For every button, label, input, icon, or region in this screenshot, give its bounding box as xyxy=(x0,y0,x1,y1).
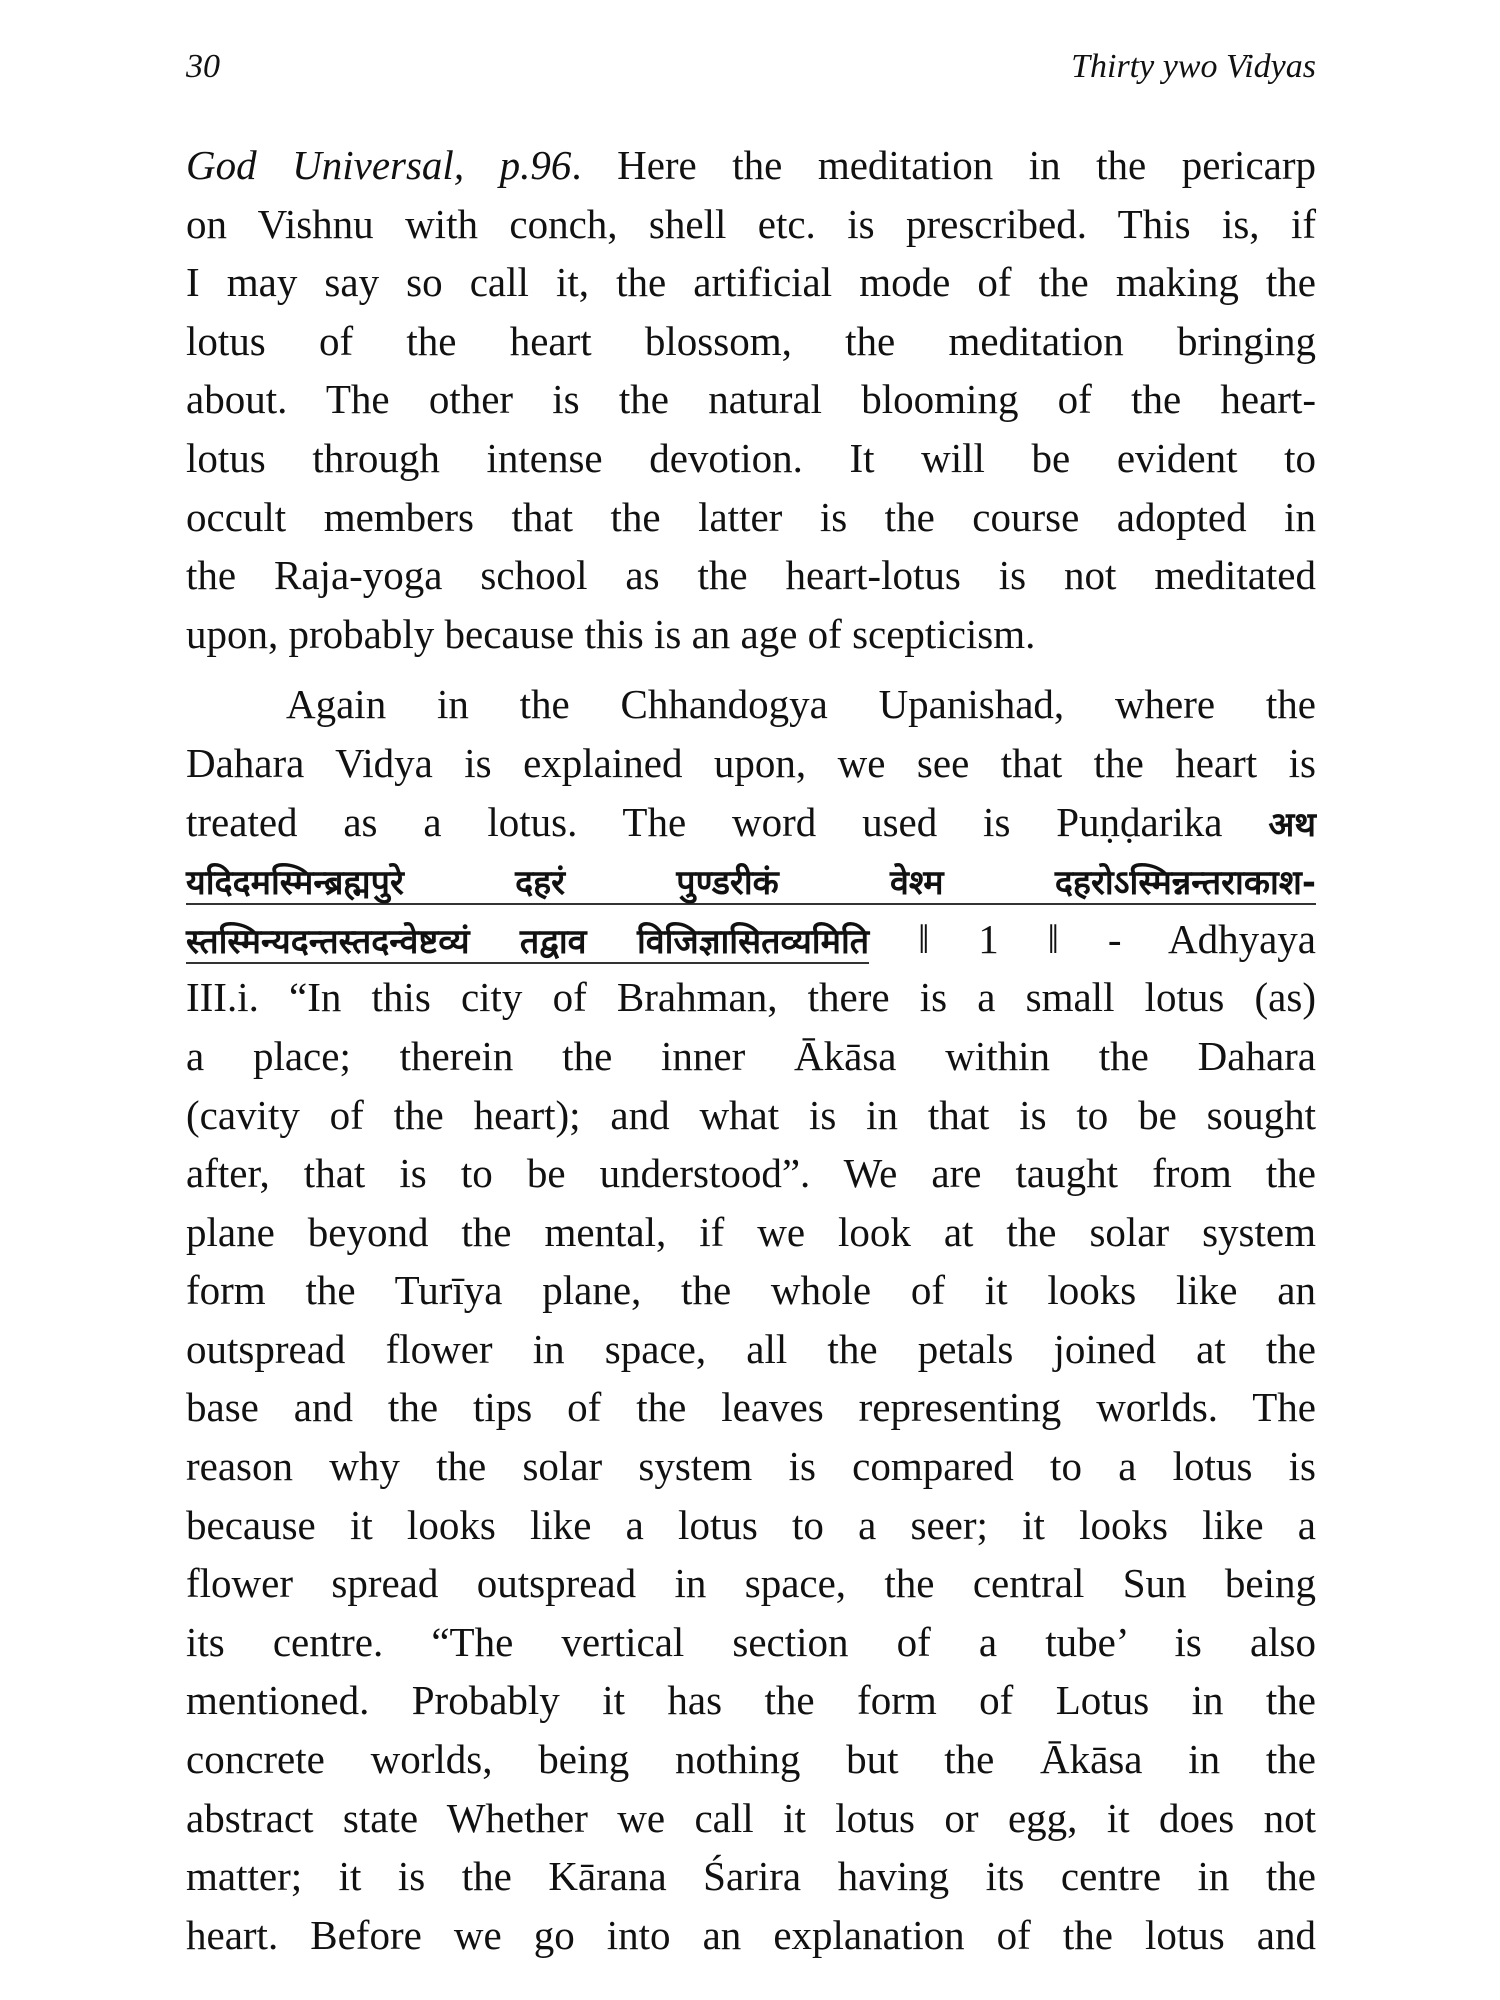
text-run: ǁ 1 ǁ - Adhyaya xyxy=(917,915,1317,962)
text-line: (cavity of the heart); and what is in that is to be sought xyxy=(186,1091,1316,1138)
text-line: outspread flower in space, all the petals joined at the xyxy=(186,1325,1316,1372)
text-line: after, that is to be understood”. We are taught from the xyxy=(186,1150,1316,1197)
text-line: mentioned. Probably it has the form of Lotus in the xyxy=(186,1677,1316,1724)
text-line: reason why the solar system is compared to a lotus is xyxy=(186,1443,1316,1490)
sanskrit-text: अथ xyxy=(1268,804,1317,845)
text-run: Again in the Chhandogya Upanishad, where the xyxy=(286,681,1316,728)
text-line: lotus through intense devotion. It will be evident to xyxy=(186,434,1316,481)
text-line: heart. Before we go into an explanation of the lotus and xyxy=(186,1911,1316,1958)
text-line xyxy=(186,675,1316,734)
text-line: I may say so call it, the artificial mode of the making the xyxy=(186,259,1316,306)
text-line: its centre. “The vertical section of a tube’ is also xyxy=(186,1618,1316,1665)
body-text xyxy=(186,136,1316,1964)
text-line: occult members that the latter is the course adopted in xyxy=(186,493,1316,540)
running-head xyxy=(186,42,1316,92)
text-line: lotus of the heart blossom, the meditation bringing xyxy=(186,317,1316,364)
text-line: base and the tips of the leaves representing worlds. The xyxy=(186,1384,1316,1431)
paragraph-gap xyxy=(186,663,1316,675)
text-line: about. The other is the natural blooming of the heart- xyxy=(186,376,1316,423)
text-line: plane beyond the mental, if we look at the solar system xyxy=(186,1208,1316,1255)
paragraph-2 xyxy=(186,675,1316,1964)
text-line: concrete worlds, being nothing but the Ākāsa in the xyxy=(186,1736,1316,1783)
text-run: treated as a lotus. The word used is Puṇḍarika xyxy=(186,798,1223,845)
text-line xyxy=(186,910,1316,969)
text-line: on Vishnu with conch, shell etc. is prescribed. This is, if xyxy=(186,200,1316,247)
text-line: flower spread outspread in space, the central Sun being xyxy=(186,1560,1316,1607)
text-line xyxy=(186,793,1316,852)
text-line xyxy=(186,851,1316,910)
sanskrit-text: यदिदमस्मिन्ब्रह्मपुरे दहरं पुण्डरीकं वेश्म दहरोऽस्मिन्नन्तराकाश- xyxy=(186,863,1316,904)
text-line: III.i. “In this city of Brahman, there is a small lotus (as) xyxy=(186,974,1316,1021)
text-line: matter; it is the Kārana Śarira having its centre in the xyxy=(186,1853,1316,1900)
text-line: Dahara Vidya is explained upon, we see that the heart is xyxy=(186,739,1316,786)
citation-italic: God Universal, p.96 xyxy=(186,142,572,188)
text-line: the Raja-yoga school as the heart-lotus is not meditated xyxy=(186,552,1316,599)
text-line: abstract state Whether we call it lotus or egg, it does not xyxy=(186,1794,1316,1841)
text-line: form the Turīya plane, the whole of it looks like an xyxy=(186,1267,1316,1314)
running-title: Thirty ywo Vidyas xyxy=(1071,48,1316,85)
text-line: because it looks like a lotus to a seer; it looks like a xyxy=(186,1501,1316,1548)
paragraph-1 xyxy=(186,136,1316,663)
page-number: 30 xyxy=(186,48,220,85)
sanskrit-text: स्तस्मिन्यदन्तस्तदन्वेष्टव्यं तद्वाव विजिज्ञासितव्यमिति xyxy=(186,921,870,962)
text-line xyxy=(186,136,1316,195)
text-run: . Here the meditation in the pericarp xyxy=(571,142,1316,188)
text-line: upon, probably because this is an age of scepticism. xyxy=(186,610,1036,657)
text-line: a place; therein the inner Ākāsa within the Dahara xyxy=(186,1032,1316,1079)
